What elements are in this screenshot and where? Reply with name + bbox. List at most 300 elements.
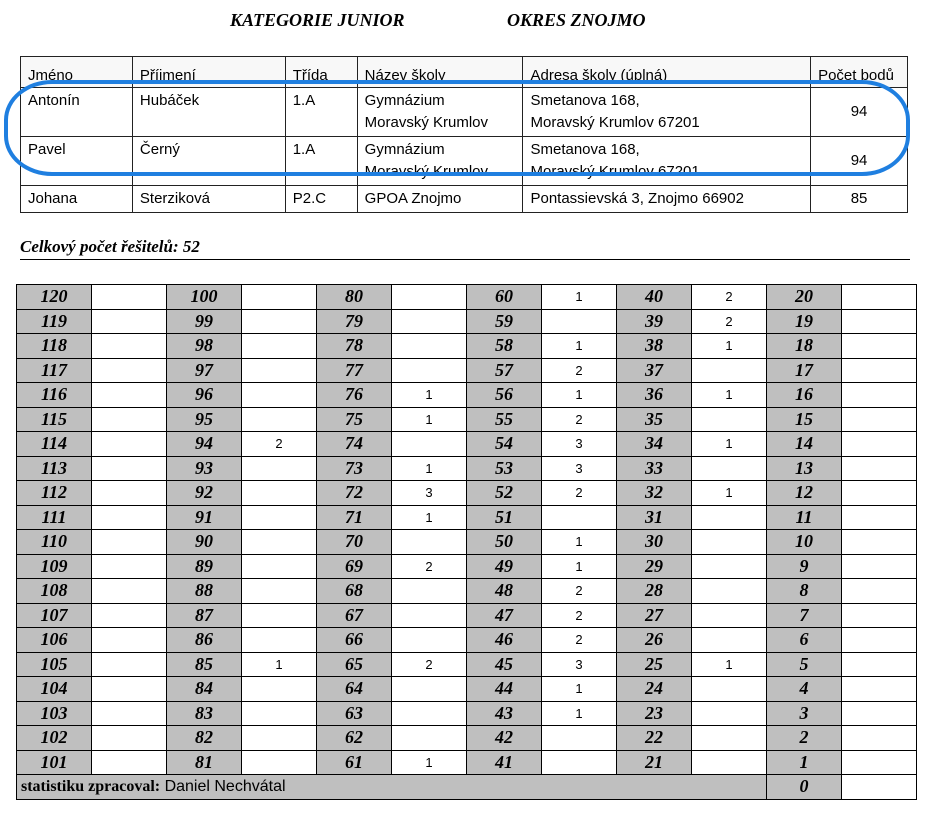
score-cell: 105 (17, 652, 92, 677)
score-cell: 39 (617, 309, 692, 334)
count-cell (842, 407, 917, 432)
count-cell (392, 628, 467, 653)
table-row (17, 530, 917, 555)
category-title: KATEGORIE JUNIOR (230, 10, 405, 30)
table-row (17, 505, 917, 530)
school-address (523, 88, 811, 137)
table-row (17, 456, 917, 481)
last-name: Hubáček (132, 88, 285, 137)
address-line: Moravský Krumlov 67201 (530, 114, 700, 131)
count-cell (842, 456, 917, 481)
score-cell: 95 (167, 407, 242, 432)
score-cell: 23 (617, 701, 692, 726)
score-cell: 97 (167, 358, 242, 383)
count-cell (842, 309, 917, 334)
score-cell: 52 (467, 481, 542, 506)
count-cell (692, 628, 767, 653)
score-cell: 5 (767, 652, 842, 677)
score-cell: 35 (617, 407, 692, 432)
footer-credit (17, 775, 767, 800)
score-cell: 21 (617, 750, 692, 775)
count-cell (92, 481, 167, 506)
count-cell (92, 383, 167, 408)
class: P2.C (285, 186, 357, 213)
score-cell: 19 (767, 309, 842, 334)
count-cell (242, 554, 317, 579)
school-name: GPOA Znojmo (357, 186, 523, 213)
score-cell: 82 (167, 726, 242, 751)
score-cell: 44 (467, 677, 542, 702)
footer-name: Daniel Nechvátal (164, 777, 286, 795)
count-cell (542, 750, 617, 775)
count-cell (92, 456, 167, 481)
count-cell: 2 (242, 432, 317, 457)
count-cell (392, 432, 467, 457)
count-cell (842, 530, 917, 555)
count-cell (92, 432, 167, 457)
table-row (17, 603, 917, 628)
count-cell (692, 530, 767, 555)
count-cell (242, 579, 317, 604)
count-cell: 2 (692, 285, 767, 310)
score-cell: 63 (317, 701, 392, 726)
school-name (357, 137, 523, 186)
class: 1.A (285, 137, 357, 186)
count-cell (842, 432, 917, 457)
count-cell (92, 530, 167, 555)
count-cell (242, 505, 317, 530)
count-cell (842, 652, 917, 677)
score-cell: 48 (467, 579, 542, 604)
score-cell: 85 (167, 652, 242, 677)
score-cell: 81 (167, 750, 242, 775)
count-cell (92, 726, 167, 751)
score-cell: 100 (167, 285, 242, 310)
count-cell: 1 (542, 334, 617, 359)
count-cell (692, 456, 767, 481)
points: 94 (811, 137, 908, 186)
count-cell (242, 358, 317, 383)
score-cell: 79 (317, 309, 392, 334)
count-cell: 1 (692, 481, 767, 506)
score-cell: 115 (17, 407, 92, 432)
score-cell: 34 (617, 432, 692, 457)
score-cell: 32 (617, 481, 692, 506)
count-cell: 3 (542, 432, 617, 457)
score-cell: 31 (617, 505, 692, 530)
score-cell: 54 (467, 432, 542, 457)
count-cell: 1 (542, 383, 617, 408)
score-cell: 58 (467, 334, 542, 359)
score-cell: 11 (767, 505, 842, 530)
score-cell: 112 (17, 481, 92, 506)
score-cell: 53 (467, 456, 542, 481)
score-cell: 87 (167, 603, 242, 628)
count-cell (392, 603, 467, 628)
count-cell (92, 358, 167, 383)
table-row (17, 407, 917, 432)
score-cell: 60 (467, 285, 542, 310)
count-cell (242, 701, 317, 726)
score-cell: 41 (467, 750, 542, 775)
score-cell: 17 (767, 358, 842, 383)
count-cell (242, 285, 317, 310)
table-row (21, 137, 908, 186)
score-cell: 38 (617, 334, 692, 359)
score-cell: 120 (17, 285, 92, 310)
count-cell (842, 603, 917, 628)
count-cell (92, 334, 167, 359)
score-cell: 24 (617, 677, 692, 702)
footer-row (17, 775, 917, 800)
score-cell: 18 (767, 334, 842, 359)
count-cell: 2 (542, 358, 617, 383)
score-cell: 103 (17, 701, 92, 726)
count-cell: 2 (392, 652, 467, 677)
count-cell: 3 (542, 456, 617, 481)
count-cell (542, 726, 617, 751)
score-cell: 109 (17, 554, 92, 579)
score-cell: 27 (617, 603, 692, 628)
count-cell (392, 358, 467, 383)
score-cell: 3 (767, 701, 842, 726)
count-cell: 2 (542, 628, 617, 653)
count-cell (242, 481, 317, 506)
count-cell (842, 677, 917, 702)
score-cell: 57 (467, 358, 542, 383)
score-cell: 66 (317, 628, 392, 653)
score-cell: 28 (617, 579, 692, 604)
score-cell: 51 (467, 505, 542, 530)
first-name: Pavel (21, 137, 133, 186)
class: 1.A (285, 88, 357, 137)
count-cell (842, 383, 917, 408)
score-cell: 70 (317, 530, 392, 555)
score-cell: 110 (17, 530, 92, 555)
score-cell: 7 (767, 603, 842, 628)
score-cell: 107 (17, 603, 92, 628)
count-cell (242, 750, 317, 775)
count-cell (92, 750, 167, 775)
count-cell: 3 (392, 481, 467, 506)
count-cell: 1 (542, 701, 617, 726)
count-cell (92, 677, 167, 702)
count-cell (842, 554, 917, 579)
score-cell: 1 (767, 750, 842, 775)
score-cell: 49 (467, 554, 542, 579)
count-cell (542, 505, 617, 530)
count-cell (92, 407, 167, 432)
score-cell: 108 (17, 579, 92, 604)
score-cell: 88 (167, 579, 242, 604)
table-row (21, 186, 908, 213)
count-cell (392, 701, 467, 726)
count-cell (842, 775, 917, 800)
count-cell (242, 407, 317, 432)
count-cell: 2 (542, 603, 617, 628)
score-cell: 50 (467, 530, 542, 555)
count-cell (92, 652, 167, 677)
score-cell: 94 (167, 432, 242, 457)
col-header-class: Třída (285, 57, 357, 88)
count-cell (392, 579, 467, 604)
score-cell: 12 (767, 481, 842, 506)
score-cell: 22 (617, 726, 692, 751)
table-row (17, 677, 917, 702)
total-solvers: Celkový počet řešitelů: 52 (20, 237, 200, 256)
first-name: Antonín (21, 88, 133, 137)
count-cell: 1 (392, 456, 467, 481)
score-cell: 71 (317, 505, 392, 530)
score-cell: 43 (467, 701, 542, 726)
count-cell (92, 579, 167, 604)
count-cell (692, 579, 767, 604)
count-cell (692, 505, 767, 530)
count-cell: 1 (542, 530, 617, 555)
score-cell: 96 (167, 383, 242, 408)
score-cell: 67 (317, 603, 392, 628)
count-cell (92, 603, 167, 628)
count-cell (242, 334, 317, 359)
score-cell: 75 (317, 407, 392, 432)
count-cell (242, 530, 317, 555)
score-cell: 8 (767, 579, 842, 604)
score-cell: 4 (767, 677, 842, 702)
col-header-school-address: Adresa školy (úplná) (523, 57, 811, 88)
score-cell: 29 (617, 554, 692, 579)
score-cell: 10 (767, 530, 842, 555)
count-cell (92, 701, 167, 726)
count-cell: 2 (392, 554, 467, 579)
count-cell (692, 750, 767, 775)
table-row (17, 750, 917, 775)
count-cell (542, 309, 617, 334)
school-name (357, 88, 523, 137)
count-cell: 1 (542, 554, 617, 579)
score-cell: 68 (317, 579, 392, 604)
count-cell (242, 456, 317, 481)
table-row (17, 285, 917, 310)
score-cell: 80 (317, 285, 392, 310)
score-cell: 118 (17, 334, 92, 359)
score-cell: 76 (317, 383, 392, 408)
table-row (17, 481, 917, 506)
count-cell: 2 (542, 579, 617, 604)
score-cell: 30 (617, 530, 692, 555)
count-cell: 3 (542, 652, 617, 677)
table-row (17, 334, 917, 359)
count-cell (92, 285, 167, 310)
last-name: Sterziková (132, 186, 285, 213)
count-cell (692, 726, 767, 751)
count-cell: 2 (542, 481, 617, 506)
score-cell: 6 (767, 628, 842, 653)
score-cell: 86 (167, 628, 242, 653)
score-cell: 74 (317, 432, 392, 457)
count-cell (242, 603, 317, 628)
score-cell: 46 (467, 628, 542, 653)
address-line: Smetanova 168, (530, 141, 640, 158)
count-cell (692, 603, 767, 628)
score-cell: 40 (617, 285, 692, 310)
footer-label: statistiku zpracoval: (21, 777, 161, 795)
score-cell: 62 (317, 726, 392, 751)
school-address (523, 137, 811, 186)
table-row (17, 579, 917, 604)
count-cell (242, 383, 317, 408)
score-cell: 9 (767, 554, 842, 579)
count-cell: 1 (692, 334, 767, 359)
score-cell: 106 (17, 628, 92, 653)
table-row (17, 652, 917, 677)
score-cell: 91 (167, 505, 242, 530)
score-cell: 99 (167, 309, 242, 334)
count-cell (842, 701, 917, 726)
score-cell: 116 (17, 383, 92, 408)
count-cell: 1 (692, 383, 767, 408)
count-cell (92, 505, 167, 530)
score-cell: 98 (167, 334, 242, 359)
score-cell: 0 (767, 775, 842, 800)
score-distribution-table (16, 284, 917, 800)
address-line: Smetanova 168, (530, 92, 640, 109)
col-header-first-name: Jméno (21, 57, 133, 88)
count-cell: 1 (692, 432, 767, 457)
score-cell: 104 (17, 677, 92, 702)
count-cell (692, 554, 767, 579)
count-cell (392, 677, 467, 702)
count-cell (692, 701, 767, 726)
count-cell (242, 628, 317, 653)
count-cell (392, 285, 467, 310)
score-cell: 64 (317, 677, 392, 702)
count-cell (842, 726, 917, 751)
score-cell: 113 (17, 456, 92, 481)
score-cell: 56 (467, 383, 542, 408)
district-title: OKRES ZNOJMO (507, 10, 646, 30)
score-cell: 83 (167, 701, 242, 726)
score-cell: 117 (17, 358, 92, 383)
school-address: Pontassievská 3, Znojmo 66902 (523, 186, 811, 213)
divider (20, 259, 910, 260)
count-cell (842, 481, 917, 506)
address-line: Moravský Krumlov 67201 (530, 163, 700, 180)
count-cell (92, 309, 167, 334)
winners-header-row (21, 57, 908, 88)
count-cell (692, 358, 767, 383)
score-cell: 114 (17, 432, 92, 457)
score-cell: 77 (317, 358, 392, 383)
score-cell: 111 (17, 505, 92, 530)
count-cell (392, 309, 467, 334)
score-cell: 47 (467, 603, 542, 628)
count-cell (92, 628, 167, 653)
last-name: Černý (132, 137, 285, 186)
score-cell: 25 (617, 652, 692, 677)
table-row (17, 726, 917, 751)
school-line: Gymnázium (364, 141, 445, 158)
col-header-points: Počet bodů (811, 57, 908, 88)
score-cell: 102 (17, 726, 92, 751)
table-row (17, 383, 917, 408)
score-cell: 15 (767, 407, 842, 432)
first-name: Johana (21, 186, 133, 213)
table-row (17, 432, 917, 457)
count-cell: 1 (392, 383, 467, 408)
count-cell: 1 (692, 652, 767, 677)
score-cell: 73 (317, 456, 392, 481)
score-cell: 36 (617, 383, 692, 408)
count-cell (242, 726, 317, 751)
count-cell: 1 (392, 407, 467, 432)
score-cell: 14 (767, 432, 842, 457)
score-cell: 78 (317, 334, 392, 359)
score-cell: 55 (467, 407, 542, 432)
count-cell: 1 (392, 750, 467, 775)
score-cell: 37 (617, 358, 692, 383)
score-cell: 65 (317, 652, 392, 677)
school-line: Gymnázium (364, 92, 445, 109)
table-row (17, 701, 917, 726)
count-cell (392, 726, 467, 751)
count-cell: 2 (542, 407, 617, 432)
table-row (17, 309, 917, 334)
count-cell (692, 407, 767, 432)
count-cell: 1 (242, 652, 317, 677)
score-cell: 90 (167, 530, 242, 555)
score-cell: 20 (767, 285, 842, 310)
school-line: Moravský Krumlov (364, 114, 489, 131)
score-cell: 92 (167, 481, 242, 506)
score-cell: 42 (467, 726, 542, 751)
table-row (17, 628, 917, 653)
count-cell: 1 (542, 285, 617, 310)
count-cell (842, 358, 917, 383)
table-row (17, 554, 917, 579)
count-cell (842, 579, 917, 604)
col-header-school-name: Název školy (357, 57, 523, 88)
count-cell (392, 530, 467, 555)
score-cell: 26 (617, 628, 692, 653)
score-cell: 93 (167, 456, 242, 481)
count-cell (842, 750, 917, 775)
table-row (21, 88, 908, 137)
count-cell: 1 (392, 505, 467, 530)
score-cell: 45 (467, 652, 542, 677)
score-cell: 69 (317, 554, 392, 579)
count-cell (92, 554, 167, 579)
count-cell (842, 628, 917, 653)
count-cell (392, 334, 467, 359)
count-cell (242, 309, 317, 334)
winners-table (20, 56, 908, 213)
col-header-last-name: Příjmení (132, 57, 285, 88)
table-row (17, 358, 917, 383)
points: 85 (811, 186, 908, 213)
count-cell: 2 (692, 309, 767, 334)
score-cell: 13 (767, 456, 842, 481)
score-cell: 119 (17, 309, 92, 334)
score-cell: 61 (317, 750, 392, 775)
score-cell: 89 (167, 554, 242, 579)
score-cell: 59 (467, 309, 542, 334)
count-cell (242, 677, 317, 702)
score-cell: 72 (317, 481, 392, 506)
score-cell: 2 (767, 726, 842, 751)
count-cell (842, 505, 917, 530)
count-cell (842, 334, 917, 359)
points: 94 (811, 88, 908, 137)
